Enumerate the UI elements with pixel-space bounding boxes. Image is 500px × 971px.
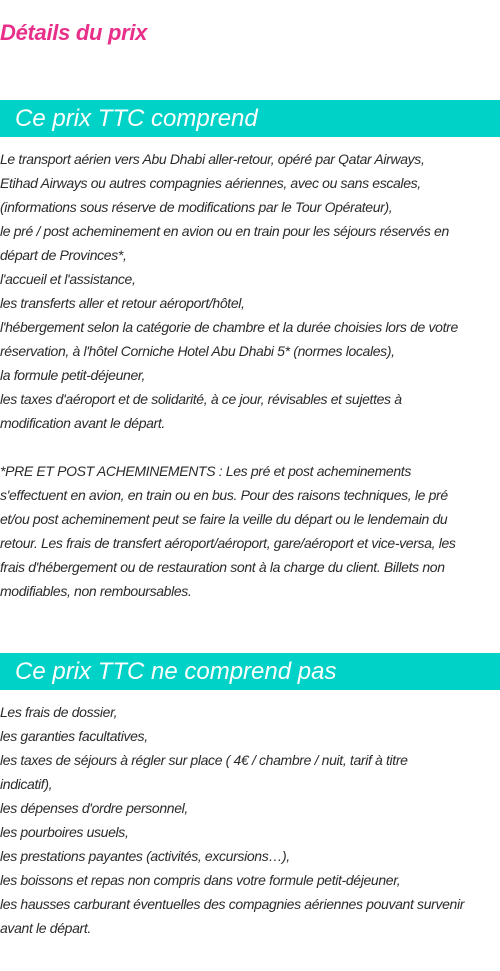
- acheminement-note-line: *PRE ET POST ACHEMINEMENTS : Les pré et post acheminements: [0, 463, 411, 479]
- excludes-line: les boissons et repas non compris dans votre formule petit-déjeuner,: [0, 872, 401, 888]
- acheminement-note-line: s'effectuent en avion, en train ou en bus. Pour des raisons techniques, le pré: [0, 487, 448, 503]
- includes-line: les transferts aller et retour aéroport/hôtel,: [0, 295, 245, 311]
- excludes-line: Les frais de dossier,: [0, 704, 118, 720]
- acheminement-note-line: frais d'hébergement ou de restauration sont à la charge du client. Billets non: [0, 559, 445, 575]
- acheminement-note-line: modifiables, non remboursables.: [0, 583, 192, 599]
- excludes-line: avant le départ.: [0, 920, 91, 936]
- includes-line: le pré / post acheminement en avion ou en train pour les séjours réservés en: [0, 223, 449, 239]
- includes-section-body: [0, 147, 500, 603]
- includes-line: (informations sous réserve de modifications par le Tour Opérateur),: [0, 199, 393, 215]
- includes-section-heading: Ce prix TTC comprend: [0, 100, 500, 137]
- includes-line: la formule petit-déjeuner,: [0, 367, 145, 383]
- includes-line: Etihad Airways ou autres compagnies aériennes, avec ou sans escales,: [0, 175, 421, 191]
- excludes-line: les taxes de séjours à régler sur place ( 4€ / chambre / nuit, tarif à titre: [0, 752, 408, 768]
- includes-line: Le transport aérien vers Abu Dhabi aller-retour, opéré par Qatar Airways,: [0, 151, 425, 167]
- excludes-line: indicatif),: [0, 776, 53, 792]
- paragraph-spacer: [0, 435, 500, 459]
- excludes-line: les pourboires usuels,: [0, 824, 129, 840]
- acheminement-note-line: retour. Les frais de transfert aéroport/aéroport, gare/aéroport et vice-versa, les: [0, 535, 456, 551]
- includes-line: départ de Provinces*,: [0, 247, 127, 263]
- excludes-line: les hausses carburant éventuelles des compagnies aériennes pouvant survenir: [0, 896, 465, 912]
- excludes-line: les prestations payantes (activités, excursions…),: [0, 848, 290, 864]
- excludes-line: les garanties facultatives,: [0, 728, 148, 744]
- includes-line: réservation, à l'hôtel Corniche Hotel Abu Dhabi 5* (normes locales),: [0, 343, 395, 359]
- excludes-section-heading: Ce prix TTC ne comprend pas: [0, 653, 500, 690]
- page-title: Détails du prix: [0, 20, 148, 45]
- includes-line: les taxes d'aéroport et de solidarité, à ce jour, révisables et sujettes à: [0, 391, 402, 407]
- includes-line: modification avant le départ.: [0, 415, 165, 431]
- includes-line: l'hébergement selon la catégorie de chambre et la durée choisies lors de votre: [0, 319, 458, 335]
- excludes-section-body: [0, 700, 500, 940]
- includes-line: l'accueil et l'assistance,: [0, 271, 136, 287]
- excludes-line: les dépenses d'ordre personnel,: [0, 800, 188, 816]
- acheminement-note-line: et/ou post acheminement peut se faire la veille du départ ou le lendemain du: [0, 511, 448, 527]
